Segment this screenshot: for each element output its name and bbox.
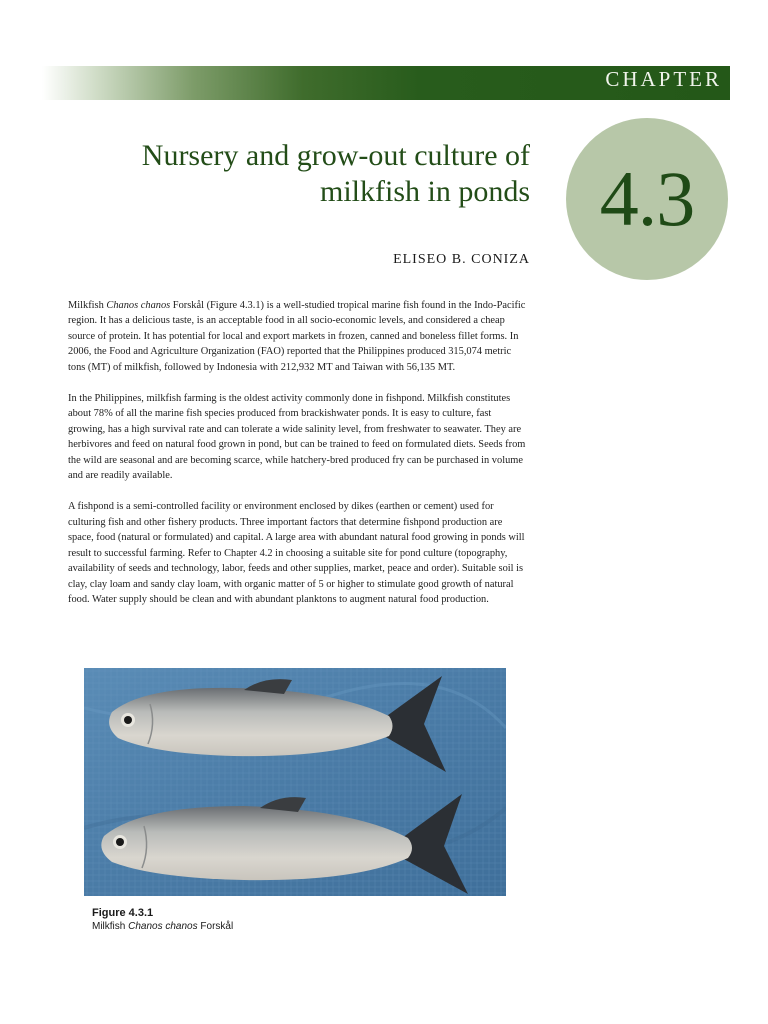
milkfish-photo: [84, 668, 506, 896]
chapter-number: 4.3: [599, 155, 695, 242]
title-line-1: Nursery and grow-out culture of: [141, 139, 530, 172]
figure-caption-suffix: Forskål: [197, 921, 234, 932]
body-text: [68, 298, 530, 623]
paragraph-3: A fishpond is a semi-controlled facility or environment enclosed by dikes (earthen or cement) used for culturing fish and other fishery products. Three important factors that determine fishpond production are space, food (natural or formulated) and capital. A large area with abundant natural food growing in ponds will result to successful farming. Refer to Chapter 4.2 in choosing a suitable site for pond culture (topography, availability of seeds and technology, labor, feeds and other supplies, market, peace and order). Suitable soil is clay, clay loam and sandy clay loam, with organic matter of 5 or higher to stimulate good growth of natural food. Water supply should be clean and with abundant planktons to augment natural food production.: [68, 501, 525, 605]
page-title: [60, 138, 530, 210]
species-name: Chanos chanos: [106, 300, 171, 311]
paragraph-1: [68, 298, 530, 375]
paragraph-1-intro: Milkfish: [68, 300, 107, 311]
paragraph-2: In the Philippines, milkfish farming is the oldest activity commonly done in fishpond. Milkfish constitutes about 78% of all the marine fish species produced from brackishwater ponds. It is easy to culture, fast growing, has a high survival rate and can tolerate a wide salinity level, from freshwater to seawater. They are herbivores and feed on natural food grown in pond, but can be trained to feed on formulated diets. Seeds from the wild are seasonal and are becoming scarce, while hatchery-bred produced fry can be purchased in volume and are readily available.: [68, 393, 526, 482]
title-line-2: milkfish in ponds: [319, 175, 530, 208]
milkfish-photo-illustration: [84, 668, 506, 896]
figure-label: Figure 4.3.1: [92, 907, 154, 919]
author-name: ELISEO B. CONIZA: [393, 252, 530, 267]
figure-caption-species: Chanos chanos: [128, 921, 198, 932]
chapter-number-badge: [566, 118, 728, 280]
figure-caption: [92, 921, 233, 932]
figure-caption-prefix: Milkfish: [92, 921, 129, 932]
chapter-label: CHAPTER: [605, 67, 722, 91]
paragraph-1-body: Forskål (Figure 4.3.1) is a well-studied tropical marine fish found in the Indo-Pacific region. It has a delicious taste, is an acceptable food in all socio-economic levels, and considered a cheap source of protein. It has potential for local and export markets in frozen, canned and boneless fillet forms. In 2006, the Food and Agriculture Organization (FAO) reported that the Philippines produced 315,074 metric tons (MT) of milkfish, followed by Indonesia with 212,932 MT and Taiwan with 56,135 MT.: [68, 300, 526, 373]
